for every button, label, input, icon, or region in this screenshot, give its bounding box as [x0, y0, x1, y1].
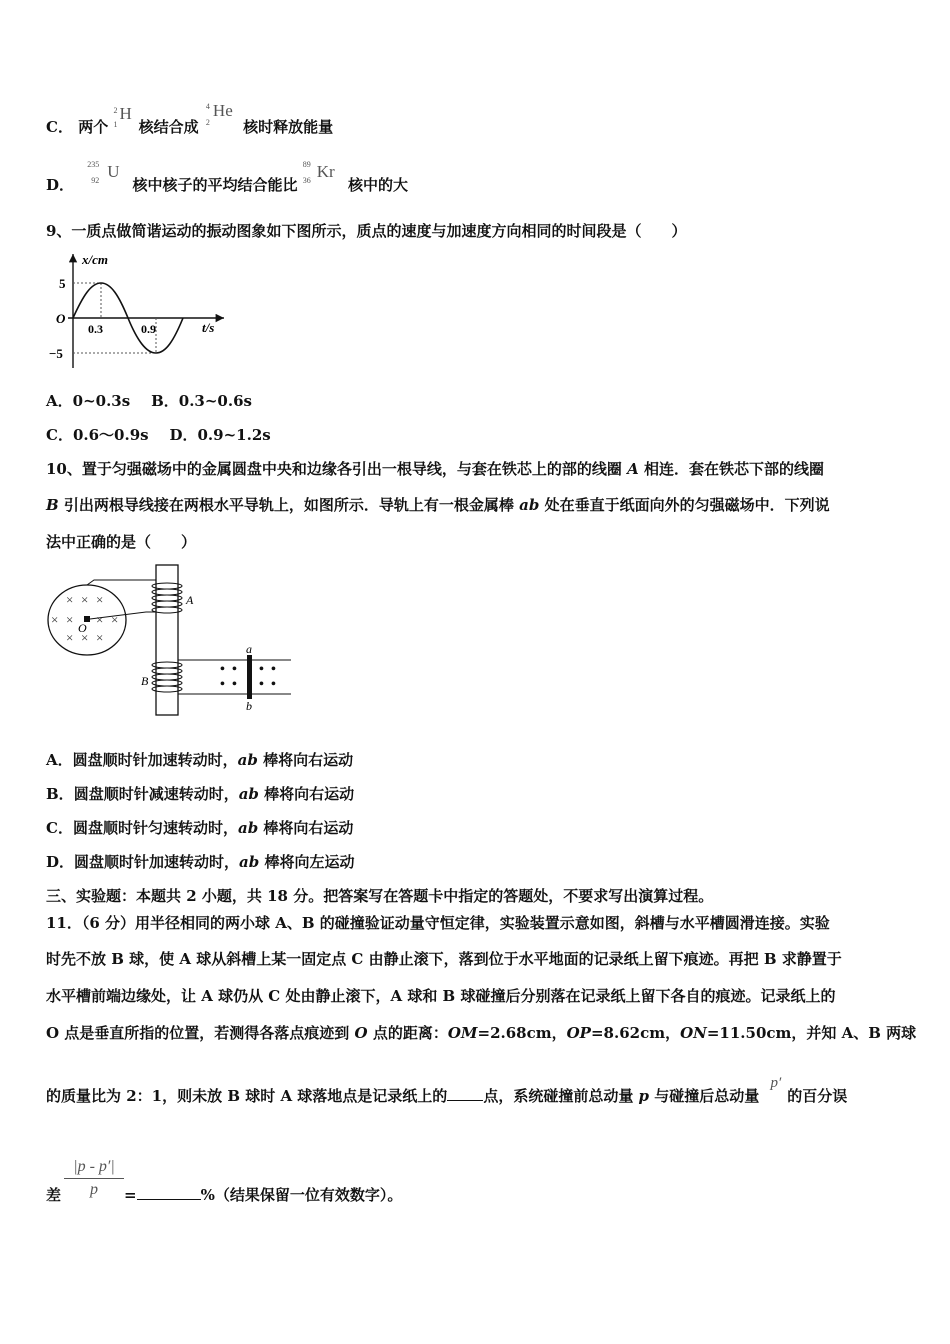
option-text: 两个: [78, 118, 109, 136]
option-label: C．: [46, 819, 73, 837]
point-o: O: [354, 1024, 368, 1042]
answer-blank-2[interactable]: [137, 1185, 201, 1200]
option-text: 核结合成: [138, 118, 199, 136]
option-d: 0.9~1.2s: [197, 426, 271, 444]
cross: ×: [66, 630, 74, 645]
q9-stem: 9、一质点做简谐运动的振动图象如下图所示，质点的速度与加速度方向相同的时间段是（ ）: [46, 222, 687, 240]
rod-ref: ab: [239, 853, 260, 871]
isotope-u235: [87, 160, 127, 192]
option-d-label: D．: [169, 426, 198, 444]
option-label: C．: [46, 118, 73, 136]
q11-line6-prefix: 差: [46, 1186, 62, 1204]
text: 引出两根导线接在两根水平导轨上，如图所示．导轨上有一根金属棒: [58, 496, 520, 514]
dot: •: [232, 662, 237, 677]
text: 圆盘顺时针匀速转动时，: [72, 819, 238, 837]
fraction-numerator: |p - p′|: [73, 1158, 115, 1175]
option-b-label: B．: [151, 392, 179, 410]
x-tick-2: 0.9: [141, 322, 156, 336]
text: 处在垂直于纸面向外的匀强磁场中．下列说: [539, 496, 830, 514]
isotope-he4: [204, 101, 238, 134]
q9-options-cd: [46, 424, 271, 445]
element-symbol: U: [107, 162, 120, 181]
text: O 点是垂直所指的位置，若测得各落点痕迹到: [46, 1024, 355, 1042]
option-b: 0.3~0.6s: [178, 392, 252, 410]
q10-disk-coil-figure: [46, 560, 296, 720]
text: 的百分误: [787, 1087, 848, 1105]
isotope-kr89: [302, 160, 343, 192]
y-tick-pos: 5: [59, 276, 66, 291]
fraction-bar: [64, 1178, 124, 1179]
option-label: B．: [46, 785, 74, 803]
section-3-heading: 三、实验题：本题共 2 小题，共 18 分。把答案写在答题卡中指定的答题处，不要求写出演算过程。: [46, 887, 714, 905]
option-c-label: C．: [46, 426, 73, 444]
text: 点，系统碰撞前总动量: [483, 1087, 639, 1105]
option-a: 0~0.3s: [72, 392, 131, 410]
rod-label-b: b: [246, 699, 252, 713]
dot: •: [220, 677, 225, 692]
coil-b-ref: B: [46, 496, 59, 514]
origin-label: O: [56, 311, 66, 326]
disk-center-label: O: [78, 621, 87, 635]
element-symbol: He: [212, 101, 233, 120]
text: 棒将向右运动: [257, 751, 354, 769]
cross: ×: [81, 630, 89, 645]
atomic-number: 2: [205, 118, 210, 127]
coil-a-ref: A: [627, 460, 639, 478]
mass-number: 89: [302, 160, 311, 169]
text: 圆盘顺时针加速转动时，: [74, 853, 240, 871]
cross: ×: [66, 612, 74, 627]
wire-edge: [87, 580, 156, 590]
momentum-p-prime: p′: [770, 1075, 782, 1091]
om-label: OM: [447, 1024, 478, 1042]
mass-number: 4: [205, 102, 210, 111]
option-c: 0.6～0.9s: [72, 426, 149, 444]
equals-sign: =: [124, 1186, 137, 1204]
atomic-number: 36: [302, 176, 311, 185]
dot: •: [271, 662, 276, 677]
element-symbol: H: [119, 104, 132, 123]
dot: •: [271, 677, 276, 692]
text: 相连．套在铁芯下部的线圈: [638, 460, 824, 478]
q11-line4: [46, 1022, 916, 1043]
isotope-h2: [113, 104, 133, 134]
q10-stem-line2: [46, 494, 830, 515]
option-text: 核中核子的平均结合能比: [132, 176, 298, 194]
q10-stem-line1: [46, 458, 824, 479]
q10-option-c: [46, 817, 353, 838]
cross: ×: [111, 612, 119, 627]
dot: •: [259, 662, 264, 677]
x-tick-1: 0.3: [88, 322, 103, 336]
x-axis-label: t/s: [202, 320, 215, 335]
om-value: =2.68cm，: [477, 1024, 567, 1042]
dot: •: [259, 677, 264, 692]
answer-blank-1[interactable]: [447, 1086, 483, 1101]
option-text: 核中的大: [347, 176, 408, 194]
rod-ref: ab: [237, 819, 259, 837]
option-label: D．: [46, 853, 75, 871]
metal-rod-ab: [247, 655, 252, 699]
op-value: =8.62cm，: [590, 1024, 681, 1042]
q9-options-ab: [46, 390, 252, 411]
text: 圆盘顺时针减速转动时，: [73, 785, 239, 803]
option-label: A．: [46, 751, 73, 769]
cross: ×: [66, 592, 74, 607]
mass-number: 2: [113, 106, 118, 115]
q10-option-b: [46, 783, 354, 804]
y-axis-label: x/cm: [82, 252, 108, 267]
q8-option-c: [46, 101, 334, 137]
text: 10、置于匀强磁场中的金属圆盘中央和边缘各引出一根导线，与套在铁芯上的部的线圈: [46, 460, 628, 478]
on-value: =11.50cm，并知 A、B 两球: [706, 1024, 917, 1042]
option-a-label: A．: [46, 392, 73, 410]
cross: ×: [96, 592, 104, 607]
y-tick-neg: −5: [49, 346, 63, 361]
q10-stem-line3: 法中正确的是（ ）: [46, 533, 197, 551]
momentum-p: p: [638, 1087, 650, 1105]
coil-a-label: A: [186, 593, 194, 607]
mass-number: 235: [87, 160, 100, 169]
q10-option-d: [46, 851, 354, 872]
q11-line6-suffix: [124, 1184, 402, 1205]
rod-ref: ab: [237, 751, 258, 769]
cross: ×: [96, 612, 104, 627]
cross: ×: [51, 612, 59, 627]
q11-line2: 时先不放 B 球，使 A 球从斜槽上某一固定点 C 由静止滚下，落到位于水平地面的记录纸上留下痕迹。再把 B 求静置于: [46, 950, 842, 968]
text: 棒将向右运动: [258, 785, 355, 803]
atomic-number: 92: [91, 176, 100, 185]
rod-label-a: a: [246, 642, 252, 656]
q10-option-a: [46, 749, 353, 770]
text: 棒将向右运动: [258, 819, 354, 837]
option-text: 核时释放能量: [243, 118, 334, 136]
cross: ×: [96, 630, 104, 645]
q11-line5: [46, 1075, 848, 1106]
text: 圆盘顺时针加速转动时，: [72, 751, 238, 769]
text: 的质量比为 2：1，则未放 B 球时 A 球落地点是记录纸上的: [46, 1087, 448, 1105]
q8-option-d: [46, 160, 408, 195]
q9-oscillation-graph: [46, 248, 236, 373]
rod-ref: ab: [519, 496, 540, 514]
dot: •: [220, 662, 225, 677]
text: %（结果保留一位有效数字）。: [200, 1186, 403, 1204]
percent-error-fraction: [64, 1158, 124, 1199]
atomic-number: 1: [113, 120, 118, 129]
option-label: D．: [46, 176, 75, 194]
text: 与碰撞后总动量: [649, 1087, 760, 1105]
element-symbol: Kr: [316, 162, 335, 181]
on-label: ON: [680, 1024, 707, 1042]
q11-line3: 水平槽前端边缘处，让 A 球仍从 C 处由静止滚下，A 球和 B 球碰撞后分别落在记录纸上留下各自的痕迹。记录纸上的: [46, 987, 836, 1005]
op-label: OP: [566, 1024, 591, 1042]
text: 棒将向左运动: [259, 853, 355, 871]
fraction-denominator: p: [90, 1181, 98, 1198]
dot: •: [232, 677, 237, 692]
cross: ×: [81, 592, 89, 607]
rod-ref: ab: [238, 785, 259, 803]
coil-b-label: B: [141, 674, 149, 688]
q11-line1: 11．（6 分）用半径相同的两小球 A、B 的碰撞验证动量守恒定律，实验装置示意如图，斜槽与水平槽圆滑连接。实验: [46, 914, 830, 932]
text: 点的距离：: [367, 1024, 448, 1042]
